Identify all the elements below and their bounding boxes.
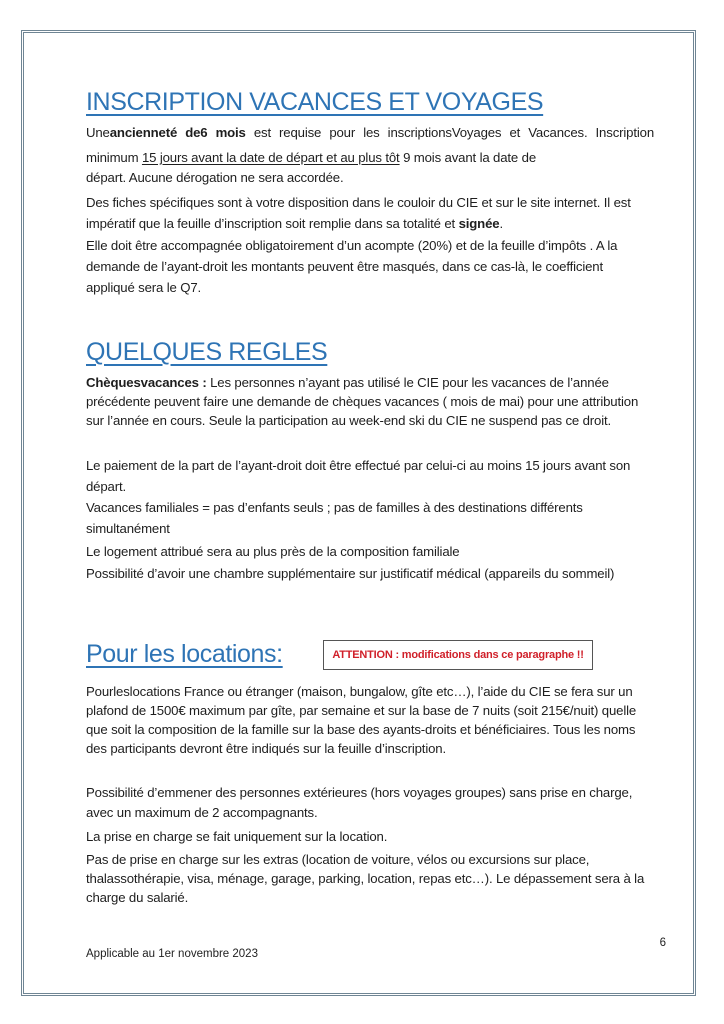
paragraph-fiches: [86, 192, 654, 234]
bold-text: signée: [458, 216, 500, 231]
bold-text: ancienneté de6 mois: [109, 125, 246, 140]
text: 9 mois avant la date de: [399, 150, 536, 165]
paragraph-extras: Pas de prise en charge sur les extras (location de voiture, vélos ou excursions sur place, thalassothérapie, visa, ménage, garage, parking, location, repas etc…). Le dépassement sera à la charge du salarié.: [86, 852, 645, 905]
paragraph-inscription-delay: [86, 148, 654, 188]
text: minimum: [86, 150, 142, 165]
paragraph-chambre-supplementaire: Possibilité d’avoir une chambre supplémentaire sur justificatif médical (appareils du sommeil): [86, 566, 615, 581]
text: départ. Aucune dérogation ne sera accordée.: [86, 170, 344, 185]
paragraph-paiement: Le paiement de la part de l’ayant-droit doit être effectué par celui-ci au moins 15 jours avant son départ.: [86, 458, 631, 494]
paragraph-anciennete: [86, 123, 654, 143]
paragraph-plafond-locations: Pourleslocations France ou étranger (maison, bungalow, gîte etc…), l’aide du CIE se fera sur un plafond de 1500€ maximum par gîte, par semaine et sur la base de 7 nuits (soit 215€/nuit) quelle que soit la composition de la famille sur la base des ayants-droits et bénéficiaires. Tous les noms des participants devront être indiqués sur la feuille d’inscription.: [86, 684, 637, 756]
underlined-text: 15 jours avant la date de départ et au plus tôt: [141, 150, 400, 165]
paragraph-acompte: Elle doit être accompagnée obligatoirement d’un acompte (20%) et de la feuille d’impôts . A la demande de l’ayant-droit les montants peuvent être masqués, dans ce cas-là, le coefficient appliqué sera le Q7.: [86, 238, 618, 295]
section-heading-locations: Pour les locations:: [86, 640, 283, 668]
text: Une: [86, 125, 110, 140]
footer-applicable-date: Applicable au 1er novembre 2023: [86, 948, 258, 960]
page-number: 6: [659, 937, 666, 949]
section-heading-regles: QUELQUES REGLES: [86, 338, 328, 366]
bold-text: Chèquesvacances :: [86, 375, 207, 390]
section-heading-inscription: INSCRIPTION VACANCES ET VOYAGES: [86, 88, 544, 116]
text: Des fiches spécifiques sont à votre disposition dans le couloir du CIE et sur le site internet. Il est impératif que la feuille d’inscription soit remplie dans sa totalité et: [86, 195, 631, 231]
text: Les personnes n’ayant pas utilisé le CIE pour les vacances de l’année précédente peuvent faire une demande de chèques vacances ( mois de mai) pour une attribution sur l’année en cours. Seule la participation au week-end ski du CIE ne suspend pas ce droit.: [86, 375, 639, 428]
paragraph-prise-en-charge: La prise en charge se fait uniquement sur la location.: [86, 829, 388, 844]
paragraph-cheques-vacances: [86, 373, 654, 430]
paragraph-logement: Le logement attribué sera au plus près de la composition familiale: [86, 544, 460, 559]
text: .: [499, 216, 503, 231]
text: est requise pour les inscriptionsVoyages et Vacances. Inscription: [245, 125, 655, 140]
paragraph-personnes-exterieures: Possibilité d’emmener des personnes extérieures (hors voyages groupes) sans prise en charge, avec un maximum de 2 accompagnants.: [86, 785, 633, 820]
paragraph-vacances-familiales: Vacances familiales = pas d’enfants seuls ; pas de familles à des destinations différents simultanément: [86, 500, 583, 536]
attention-notice-box: ATTENTION : modifications dans ce paragraphe !!: [323, 640, 593, 670]
